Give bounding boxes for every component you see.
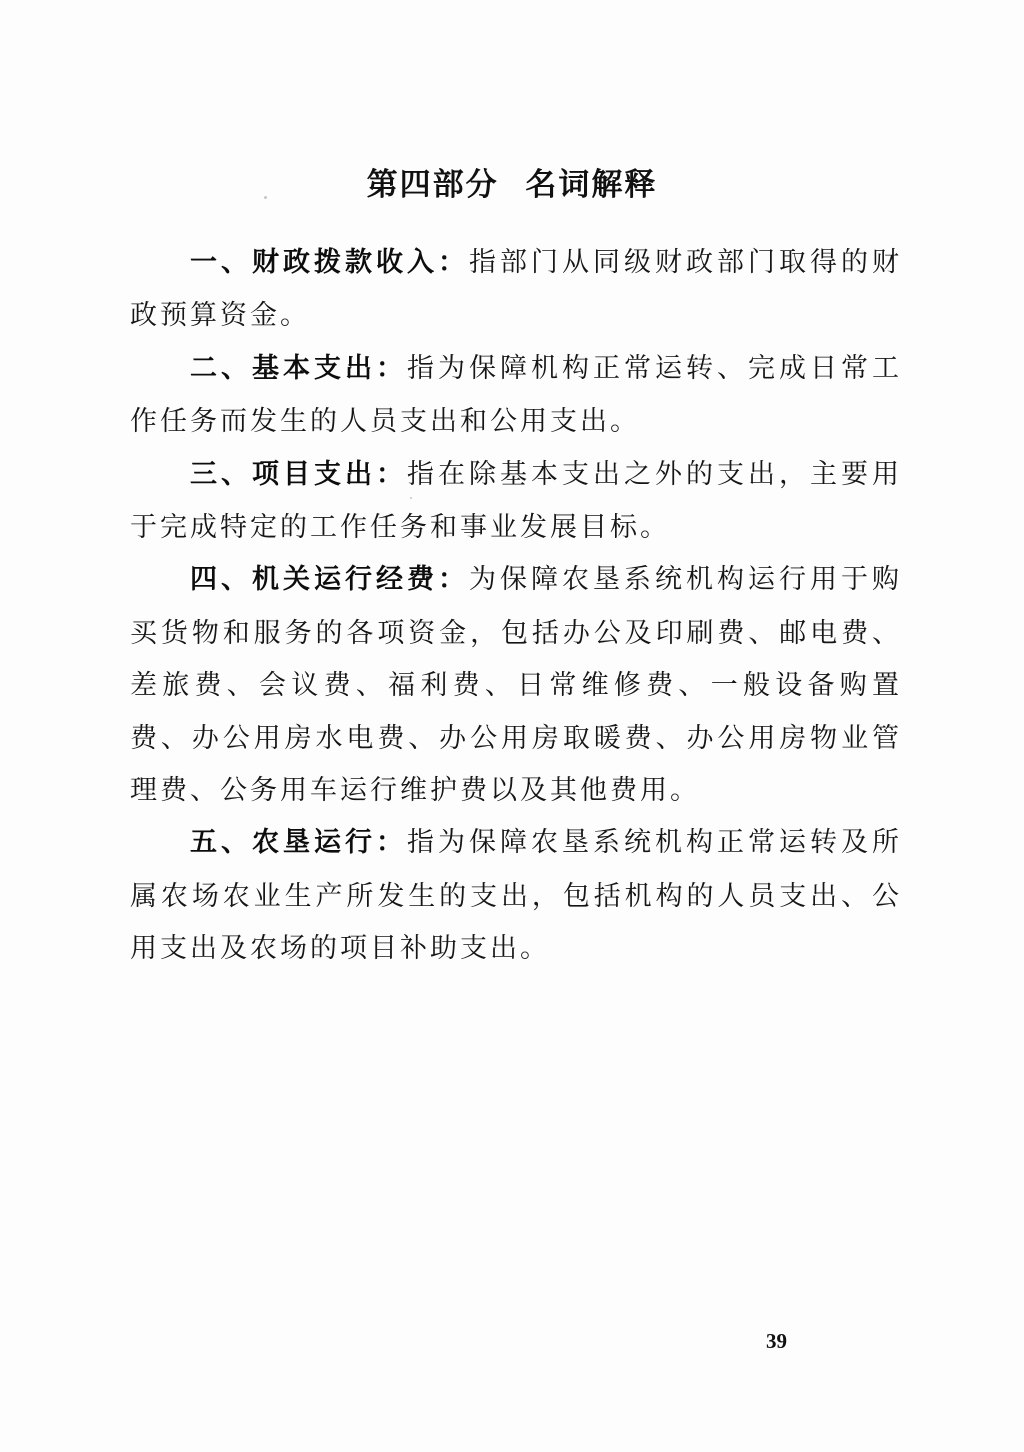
term-lead: 四、机关运行经费：	[190, 564, 469, 596]
page-number: 39	[766, 1329, 787, 1353]
scan-speck	[264, 196, 267, 199]
term-definition: 指部门从同级财政部门取得的财政预算资金。	[130, 247, 902, 331]
term-paragraph	[130, 553, 902, 816]
term-paragraph	[130, 342, 902, 448]
document-body	[130, 236, 902, 975]
page-title: 第四部分 名词解释	[366, 166, 658, 203]
term-definition: 指为保障机构正常运转、完成日常工作任务而发生的人员支出和公用支出。	[130, 352, 902, 437]
term-paragraph	[130, 448, 902, 554]
term-lead: 三、项目支出：	[190, 458, 407, 490]
term-lead: 五、农垦运行：	[190, 827, 407, 859]
term-definition: 为保障农垦系统机构运行用于购买货物和服务的各项资金，包括办公及印刷费、邮电费、差旅费、会议费、福利费、日常维修费、一般设备购置费、办公用房水电费、办公用房取暖费、办公用房物业管理费、公务用车运行维护费以及其他费用。	[130, 564, 902, 806]
term-definition: 指为保障农垦系统机构正常运转及所属农场农业生产所发生的支出，包括机构的人员支出、公用支出及农场的项目补助支出。	[130, 827, 902, 964]
scan-speck	[410, 497, 412, 499]
term-definition: 指在除基本支出之外的支出，主要用于完成特定的工作任务和事业发展目标。	[130, 458, 902, 543]
term-paragraph	[130, 236, 902, 342]
term-lead: 二、基本支出：	[190, 352, 407, 384]
term-lead: 一、财政拨款收入：	[190, 247, 469, 278]
term-paragraph	[130, 816, 902, 974]
